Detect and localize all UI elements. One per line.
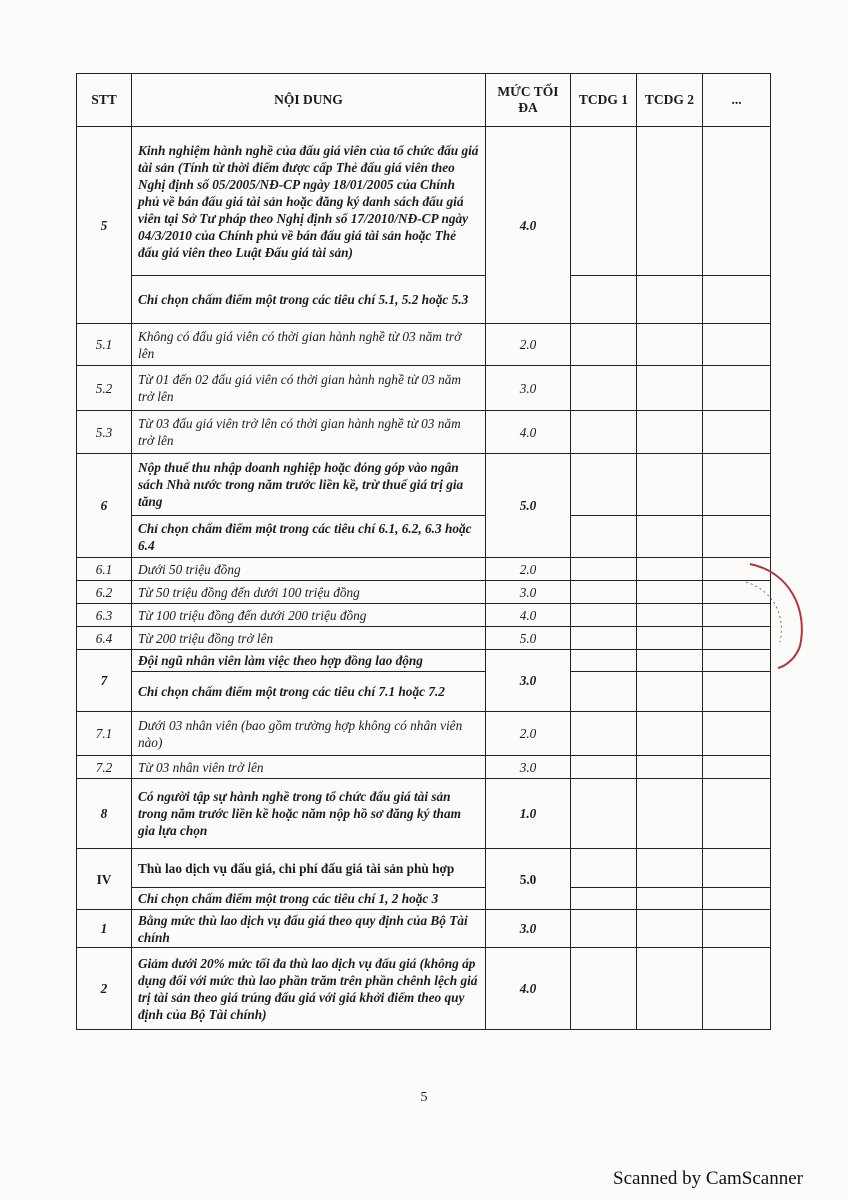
score-cell[interactable] <box>571 849 637 888</box>
score-cell[interactable] <box>637 849 703 888</box>
score-cell[interactable] <box>703 779 771 849</box>
score-cell[interactable] <box>703 411 771 454</box>
table-row <box>77 581 771 604</box>
row-max: 3.0 <box>486 581 571 604</box>
row-max: 4.0 <box>486 604 571 627</box>
header-max: MỨC TỐI ĐA <box>486 74 571 127</box>
score-cell[interactable] <box>571 948 637 1030</box>
score-cell[interactable] <box>637 411 703 454</box>
row-stt: 6.2 <box>77 581 132 604</box>
table-row <box>77 558 771 581</box>
header-stt: STT <box>77 74 132 127</box>
row-max: 4.0 <box>486 948 571 1030</box>
row-stt: 5 <box>77 127 132 324</box>
row-max: 3.0 <box>486 650 571 712</box>
score-cell[interactable] <box>637 910 703 948</box>
row-max: 4.0 <box>486 127 571 324</box>
score-cell[interactable] <box>637 604 703 627</box>
row-stt: 7.1 <box>77 712 132 756</box>
score-cell[interactable] <box>703 948 771 1030</box>
score-cell[interactable] <box>703 127 771 276</box>
row-stt: 2 <box>77 948 132 1030</box>
row-content: Dưới 50 triệu đồng <box>132 558 486 581</box>
score-cell[interactable] <box>703 276 771 324</box>
row-content: Giảm dưới 20% mức tối đa thù lao dịch vụ đấu giá (không áp dụng đối với mức thù lao phần trăm trên phần chênh lệch giá trị tài sản theo giá trúng đấu giá với giá khởi điểm theo quy định của Bộ Tài chính) <box>132 948 486 1030</box>
row-content: Từ 200 triệu đồng trở lên <box>132 627 486 650</box>
table-row <box>77 779 771 849</box>
score-cell[interactable] <box>637 627 703 650</box>
score-cell[interactable] <box>637 366 703 411</box>
score-cell[interactable] <box>571 581 637 604</box>
row-stt: 8 <box>77 779 132 849</box>
row-max: 3.0 <box>486 756 571 779</box>
header-tcdg2: TCDG 2 <box>637 74 703 127</box>
score-cell[interactable] <box>571 604 637 627</box>
row-stt: 6.1 <box>77 558 132 581</box>
score-cell[interactable] <box>703 712 771 756</box>
row-stt: 6.3 <box>77 604 132 627</box>
header-tcdg1: TCDG 1 <box>571 74 637 127</box>
row-max: 2.0 <box>486 712 571 756</box>
score-cell[interactable] <box>637 324 703 366</box>
score-cell[interactable] <box>637 650 703 672</box>
table-row <box>77 888 771 910</box>
row-content: Dưới 03 nhân viên (bao gồm trường hợp không có nhân viên nào) <box>132 712 486 756</box>
row-stt: 5.3 <box>77 411 132 454</box>
row-content: Có người tập sự hành nghề trong tổ chức đấu giá tài sản trong năm trước liền kề hoặc năm nộp hồ sơ đăng ký tham gia lựa chọn <box>132 779 486 849</box>
score-cell[interactable] <box>703 324 771 366</box>
row-max: 5.0 <box>486 454 571 558</box>
score-cell[interactable] <box>703 849 771 888</box>
row-max: 5.0 <box>486 849 571 910</box>
score-cell[interactable] <box>571 672 637 712</box>
row-content: Chỉ chọn chấm điểm một trong các tiêu chí 7.1 hoặc 7.2 <box>132 672 486 712</box>
score-cell[interactable] <box>703 910 771 948</box>
score-cell[interactable] <box>571 756 637 779</box>
table-header-row <box>77 74 771 127</box>
table-row <box>77 672 771 712</box>
score-cell[interactable] <box>571 276 637 324</box>
row-max: 4.0 <box>486 411 571 454</box>
table-row <box>77 756 771 779</box>
score-cell[interactable] <box>571 888 637 910</box>
row-content: Từ 50 triệu đồng đến dưới 100 triệu đồng <box>132 581 486 604</box>
score-cell[interactable] <box>571 650 637 672</box>
row-max: 5.0 <box>486 627 571 650</box>
score-cell[interactable] <box>637 558 703 581</box>
row-max: 1.0 <box>486 779 571 849</box>
row-stt: 1 <box>77 910 132 948</box>
row-max: 2.0 <box>486 324 571 366</box>
score-cell[interactable] <box>637 672 703 712</box>
score-cell[interactable] <box>703 366 771 411</box>
score-cell[interactable] <box>703 454 771 516</box>
row-content: Nộp thuế thu nhập doanh nghiệp hoặc đóng góp vào ngân sách Nhà nước trong năm trước liền kề, trừ thuế giá trị gia tăng <box>132 454 486 516</box>
row-stt: 7.2 <box>77 756 132 779</box>
table-row <box>77 910 771 948</box>
score-cell[interactable] <box>637 779 703 849</box>
table-row <box>77 127 771 276</box>
scanner-watermark: Scanned by CamScanner <box>613 1168 803 1189</box>
score-cell[interactable] <box>571 558 637 581</box>
red-seal-stamp-fragment <box>742 560 812 670</box>
page-number: 5 <box>420 1090 428 1105</box>
row-content: Từ 01 đến 02 đấu giá viên có thời gian hành nghề từ 03 năm trở lên <box>132 366 486 411</box>
score-cell[interactable] <box>571 454 637 516</box>
row-content: Chỉ chọn chấm điểm một trong các tiêu chí 1, 2 hoặc 3 <box>132 888 486 910</box>
row-content: Từ 03 đấu giá viên trở lên có thời gian hành nghề từ 03 năm trở lên <box>132 411 486 454</box>
row-content: Không có đấu giá viên có thời gian hành nghề từ 03 năm trở lên <box>132 324 486 366</box>
row-content: Từ 03 nhân viên trở lên <box>132 756 486 779</box>
score-cell[interactable] <box>571 712 637 756</box>
score-cell[interactable] <box>571 411 637 454</box>
row-stt: 6.4 <box>77 627 132 650</box>
row-content: Đội ngũ nhân viên làm việc theo hợp đồng lao động <box>132 650 486 672</box>
score-cell[interactable] <box>571 627 637 650</box>
table-row <box>77 948 771 1030</box>
row-content: Từ 100 triệu đồng đến dưới 200 triệu đồng <box>132 604 486 627</box>
score-cell[interactable] <box>637 276 703 324</box>
score-cell[interactable] <box>571 366 637 411</box>
row-content: Chỉ chọn chấm điểm một trong các tiêu chí 5.1, 5.2 hoặc 5.3 <box>132 276 486 324</box>
score-cell[interactable] <box>571 127 637 276</box>
score-cell[interactable] <box>637 712 703 756</box>
row-stt: 5.2 <box>77 366 132 411</box>
criteria-table <box>76 73 771 1030</box>
row-stt: 5.1 <box>77 324 132 366</box>
row-content: Bằng mức thù lao dịch vụ đấu giá theo quy định của Bộ Tài chính <box>132 910 486 948</box>
table-row <box>77 604 771 627</box>
table-row <box>77 276 771 324</box>
table-row <box>77 411 771 454</box>
table-row <box>77 650 771 672</box>
score-cell[interactable] <box>703 756 771 779</box>
score-cell[interactable] <box>637 516 703 558</box>
table-row <box>77 849 771 888</box>
score-cell[interactable] <box>637 454 703 516</box>
score-cell[interactable] <box>703 888 771 910</box>
table-row <box>77 454 771 516</box>
header-more: ... <box>703 74 771 127</box>
table-row <box>77 712 771 756</box>
score-cell[interactable] <box>637 888 703 910</box>
score-cell[interactable] <box>571 324 637 366</box>
row-stt: 6 <box>77 454 132 558</box>
table-row <box>77 516 771 558</box>
score-cell[interactable] <box>703 516 771 558</box>
row-max: 2.0 <box>486 558 571 581</box>
table-row <box>77 366 771 411</box>
score-cell[interactable] <box>571 779 637 849</box>
header-content: NỘI DUNG <box>132 74 486 127</box>
row-max: 3.0 <box>486 910 571 948</box>
row-max: 3.0 <box>486 366 571 411</box>
score-cell[interactable] <box>637 948 703 1030</box>
row-content: Chỉ chọn chấm điểm một trong các tiêu chí 6.1, 6.2, 6.3 hoặc 6.4 <box>132 516 486 558</box>
table-row <box>77 627 771 650</box>
row-stt: IV <box>77 849 132 910</box>
table-row <box>77 324 771 366</box>
score-cell[interactable] <box>571 910 637 948</box>
score-cell[interactable] <box>637 127 703 276</box>
score-cell[interactable] <box>703 672 771 712</box>
row-content: Kinh nghiệm hành nghề của đấu giá viên của tổ chức đấu giá tài sản (Tính từ thời điểm được cấp Thẻ đấu giá viên theo Nghị định số 05/2005/NĐ-CP ngày 18/01/2005 của Chính phủ về bán đấu giá tài sản hoặc đăng ký danh sách đấu giá viên tại Sở Tư pháp theo Nghị định số 17/2010/NĐ-CP ngày 04/3/2010 của Chính phủ về bán đấu giá tài sản hoặc Thẻ đấu giá viên theo Luật Đấu giá tài sản) <box>132 127 486 276</box>
score-cell[interactable] <box>571 516 637 558</box>
score-cell[interactable] <box>637 581 703 604</box>
row-stt: 7 <box>77 650 132 712</box>
row-content: Thù lao dịch vụ đấu giá, chi phí đấu giá tài sản phù hợp <box>132 849 486 888</box>
score-cell[interactable] <box>637 756 703 779</box>
